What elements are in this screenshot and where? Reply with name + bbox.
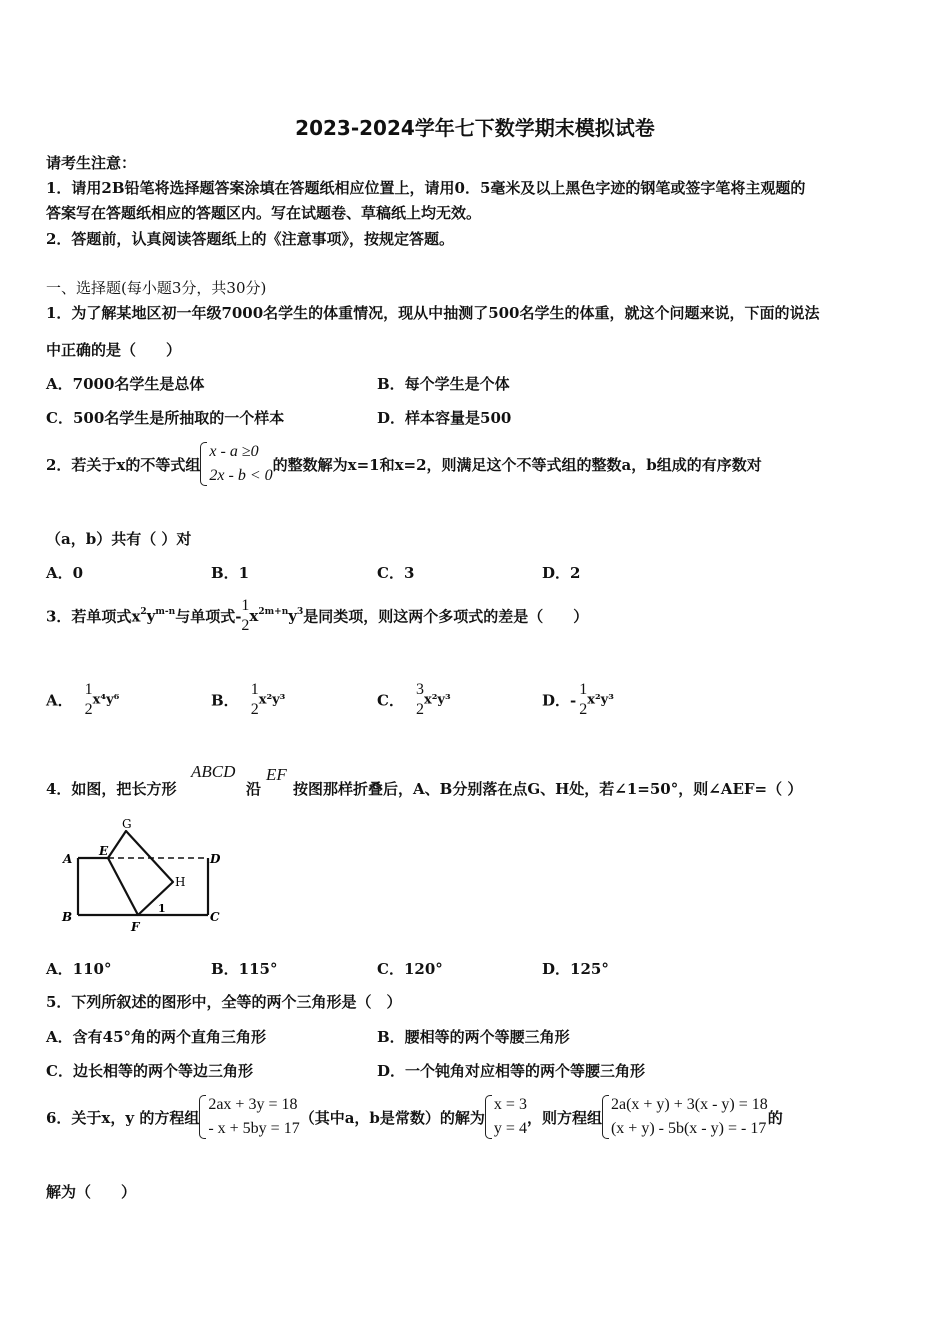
q2-option-b: B．1	[211, 564, 250, 582]
notice-heading: 请考生注意：	[46, 154, 137, 172]
q3-post: 是同类项，则这两个多项式的差是（ ）	[303, 607, 589, 626]
q3-b-fraction	[251, 680, 259, 720]
q4-figure	[58, 815, 228, 935]
q4-option-b: B．115°	[211, 960, 278, 978]
fig-label-f: F	[131, 920, 140, 934]
fig-label-e: E	[99, 844, 109, 858]
q6-s3-row2: (x + y) - 5b(x - y) = - 17	[610, 1120, 767, 1137]
q5-option-d: D．一个钝角对应相等的两个等腰三角形	[377, 1062, 646, 1080]
q2-inequality-row2: 2x - b < 0	[209, 467, 273, 484]
q6-mid: （其中a，b是常数）的解为	[299, 1108, 485, 1127]
q2-option-a: A．0	[46, 564, 84, 582]
q6-post: 的	[767, 1108, 783, 1127]
q3-c-fraction	[416, 680, 424, 720]
q2-inequality-row1: x - a ≥0	[209, 443, 259, 460]
notice-line-2: 2．答题前，认真阅读答题纸上的《注意事项》，按规定答题。	[46, 230, 454, 248]
q6-mid2: ，则方程组	[526, 1108, 602, 1127]
q3-mid1: y	[146, 607, 156, 625]
fig-label-angle-1: 1	[158, 902, 166, 915]
q1-stem-line1: 1．为了解某地区初一年级7000名学生的体重情况，现从中抽测了500名学生的体重，就这个问题来说，下面的说法	[46, 304, 820, 322]
q2-option-d: D．2	[542, 564, 581, 582]
q3-sup4: 3	[296, 607, 304, 617]
q2-post: 的整数解为x=1和x=2，则满足这个不等式组的整数a，b组成的有序数对	[272, 455, 762, 474]
q2-pre: 2．若关于x的不等式组	[46, 455, 201, 474]
q3-c-den: 2	[415, 701, 424, 718]
q3-frac-num: 1	[241, 597, 250, 614]
q3-c-num: 3	[415, 681, 424, 698]
q3-d-term: x²y³	[587, 692, 614, 708]
q3-a-fraction	[85, 680, 93, 720]
q4-option-d: D．125°	[542, 960, 609, 978]
q6-stem-line2: 解为（ ）	[46, 1183, 137, 1201]
q3-stem	[46, 596, 588, 636]
q4-pre: 4．如图，把长方形	[46, 780, 177, 798]
q5-stem: 5．下列所叙述的图形中，全等的两个三角形是（ ）	[46, 993, 402, 1011]
fig-label-h: H	[175, 875, 186, 889]
q3-b-num: 1	[250, 681, 259, 698]
q2-option-c: C．3	[377, 564, 415, 582]
q6-s2-row2: y = 4	[493, 1120, 527, 1137]
q3-pre: 3．若单项式x	[46, 607, 141, 626]
q4-along: 沿	[246, 780, 262, 798]
q6-s3-row1: 2a(x + y) + 3(x - y) = 18	[610, 1096, 768, 1113]
q3-b-label: B．	[211, 691, 239, 710]
q6-s2-row1: x = 3	[493, 1096, 527, 1113]
q3-option-b	[211, 680, 285, 720]
q3-frac-den: 2	[241, 617, 250, 634]
q5-option-c: C．边长相等的两个等边三角形	[46, 1062, 253, 1080]
q3-sup3: 2m+n	[258, 607, 289, 617]
q6-s1-row1: 2ax + 3y = 18	[208, 1096, 298, 1113]
fig-label-b: B	[62, 910, 73, 924]
q3-b-den: 2	[250, 701, 259, 718]
q3-a-term: x⁴y⁶	[92, 692, 120, 708]
q3-mid2: 与单项式-	[175, 607, 242, 626]
q3-option-d	[542, 680, 614, 720]
q2-stem-line2: （a，b）共有（ ）对	[46, 530, 192, 548]
q1-option-c: C．500名学生是所抽取的一个样本	[46, 409, 285, 427]
q1-option-b: B．每个学生是个体	[377, 375, 510, 393]
q3-option-c	[377, 680, 451, 720]
q2-inequality-system	[200, 440, 272, 488]
q3-d-den: 2	[579, 701, 588, 718]
q6-system-3	[602, 1093, 768, 1141]
q4-option-a: A．110°	[46, 960, 112, 978]
fig-label-c: C	[210, 910, 220, 924]
q5-option-b: B．腰相等的两个等腰三角形	[377, 1028, 570, 1046]
q4-ef: EF	[266, 765, 287, 784]
q3-d-num: 1	[579, 681, 588, 698]
fig-label-d: D	[210, 852, 221, 866]
notice-line-1: 1．请用2B铅笔将选择题答案涂填在答题纸相应位置上，请用0．5毫米及以上黑色字迹的钢笔或签字笔将主观题的	[46, 179, 806, 197]
notice-line-1b: 答案写在答题纸相应的答题区内。写在试题卷、草稿纸上均无效。	[46, 204, 482, 222]
q3-mid4: y	[288, 607, 297, 625]
q5-option-a: A．含有45°角的两个直角三角形	[46, 1028, 267, 1046]
q2-stem-line1	[46, 440, 762, 488]
q3-c-label: C．	[377, 691, 404, 710]
q3-b-term: x²y³	[258, 692, 286, 708]
page-title: 2023-2024学年七下数学期末模拟试卷	[295, 116, 655, 140]
q3-a-label: A．	[46, 691, 73, 710]
q4-option-c: C．120°	[377, 960, 443, 978]
q6-pre: 6．关于x，y 的方程组	[46, 1108, 200, 1127]
q6-system-1	[199, 1093, 299, 1141]
q4-abcd: ABCD	[191, 762, 236, 781]
section-heading: 一、选择题(每小题3分，共30分)	[46, 279, 267, 297]
q6-system-2	[485, 1093, 527, 1141]
q4-post: 按图那样折叠后，A、B分别落在点G、H处，若∠1=50°，则∠AEF=（ ）	[293, 780, 803, 798]
q3-option-a	[46, 680, 119, 720]
fig-label-a: A	[63, 852, 73, 866]
q1-stem-line2: 中正确的是（ ）	[46, 341, 182, 359]
fig-label-g: G	[122, 817, 132, 831]
q1-option-a: A．7000名学生是总体	[46, 375, 205, 393]
q3-d-label: D．-	[542, 691, 577, 710]
q3-sup1: 2	[140, 607, 147, 617]
q6-stem-line1	[46, 1093, 783, 1141]
q3-c-term: x²y³	[423, 692, 451, 708]
q3-sup2: m-n	[155, 607, 176, 617]
q6-s1-row2: - x + 5by = 17	[208, 1120, 300, 1137]
q3-a-den: 2	[84, 701, 93, 718]
q1-option-d: D．样本容量是500	[377, 409, 512, 427]
q3-a-num: 1	[84, 681, 93, 698]
q3-mid3: x	[249, 607, 259, 625]
